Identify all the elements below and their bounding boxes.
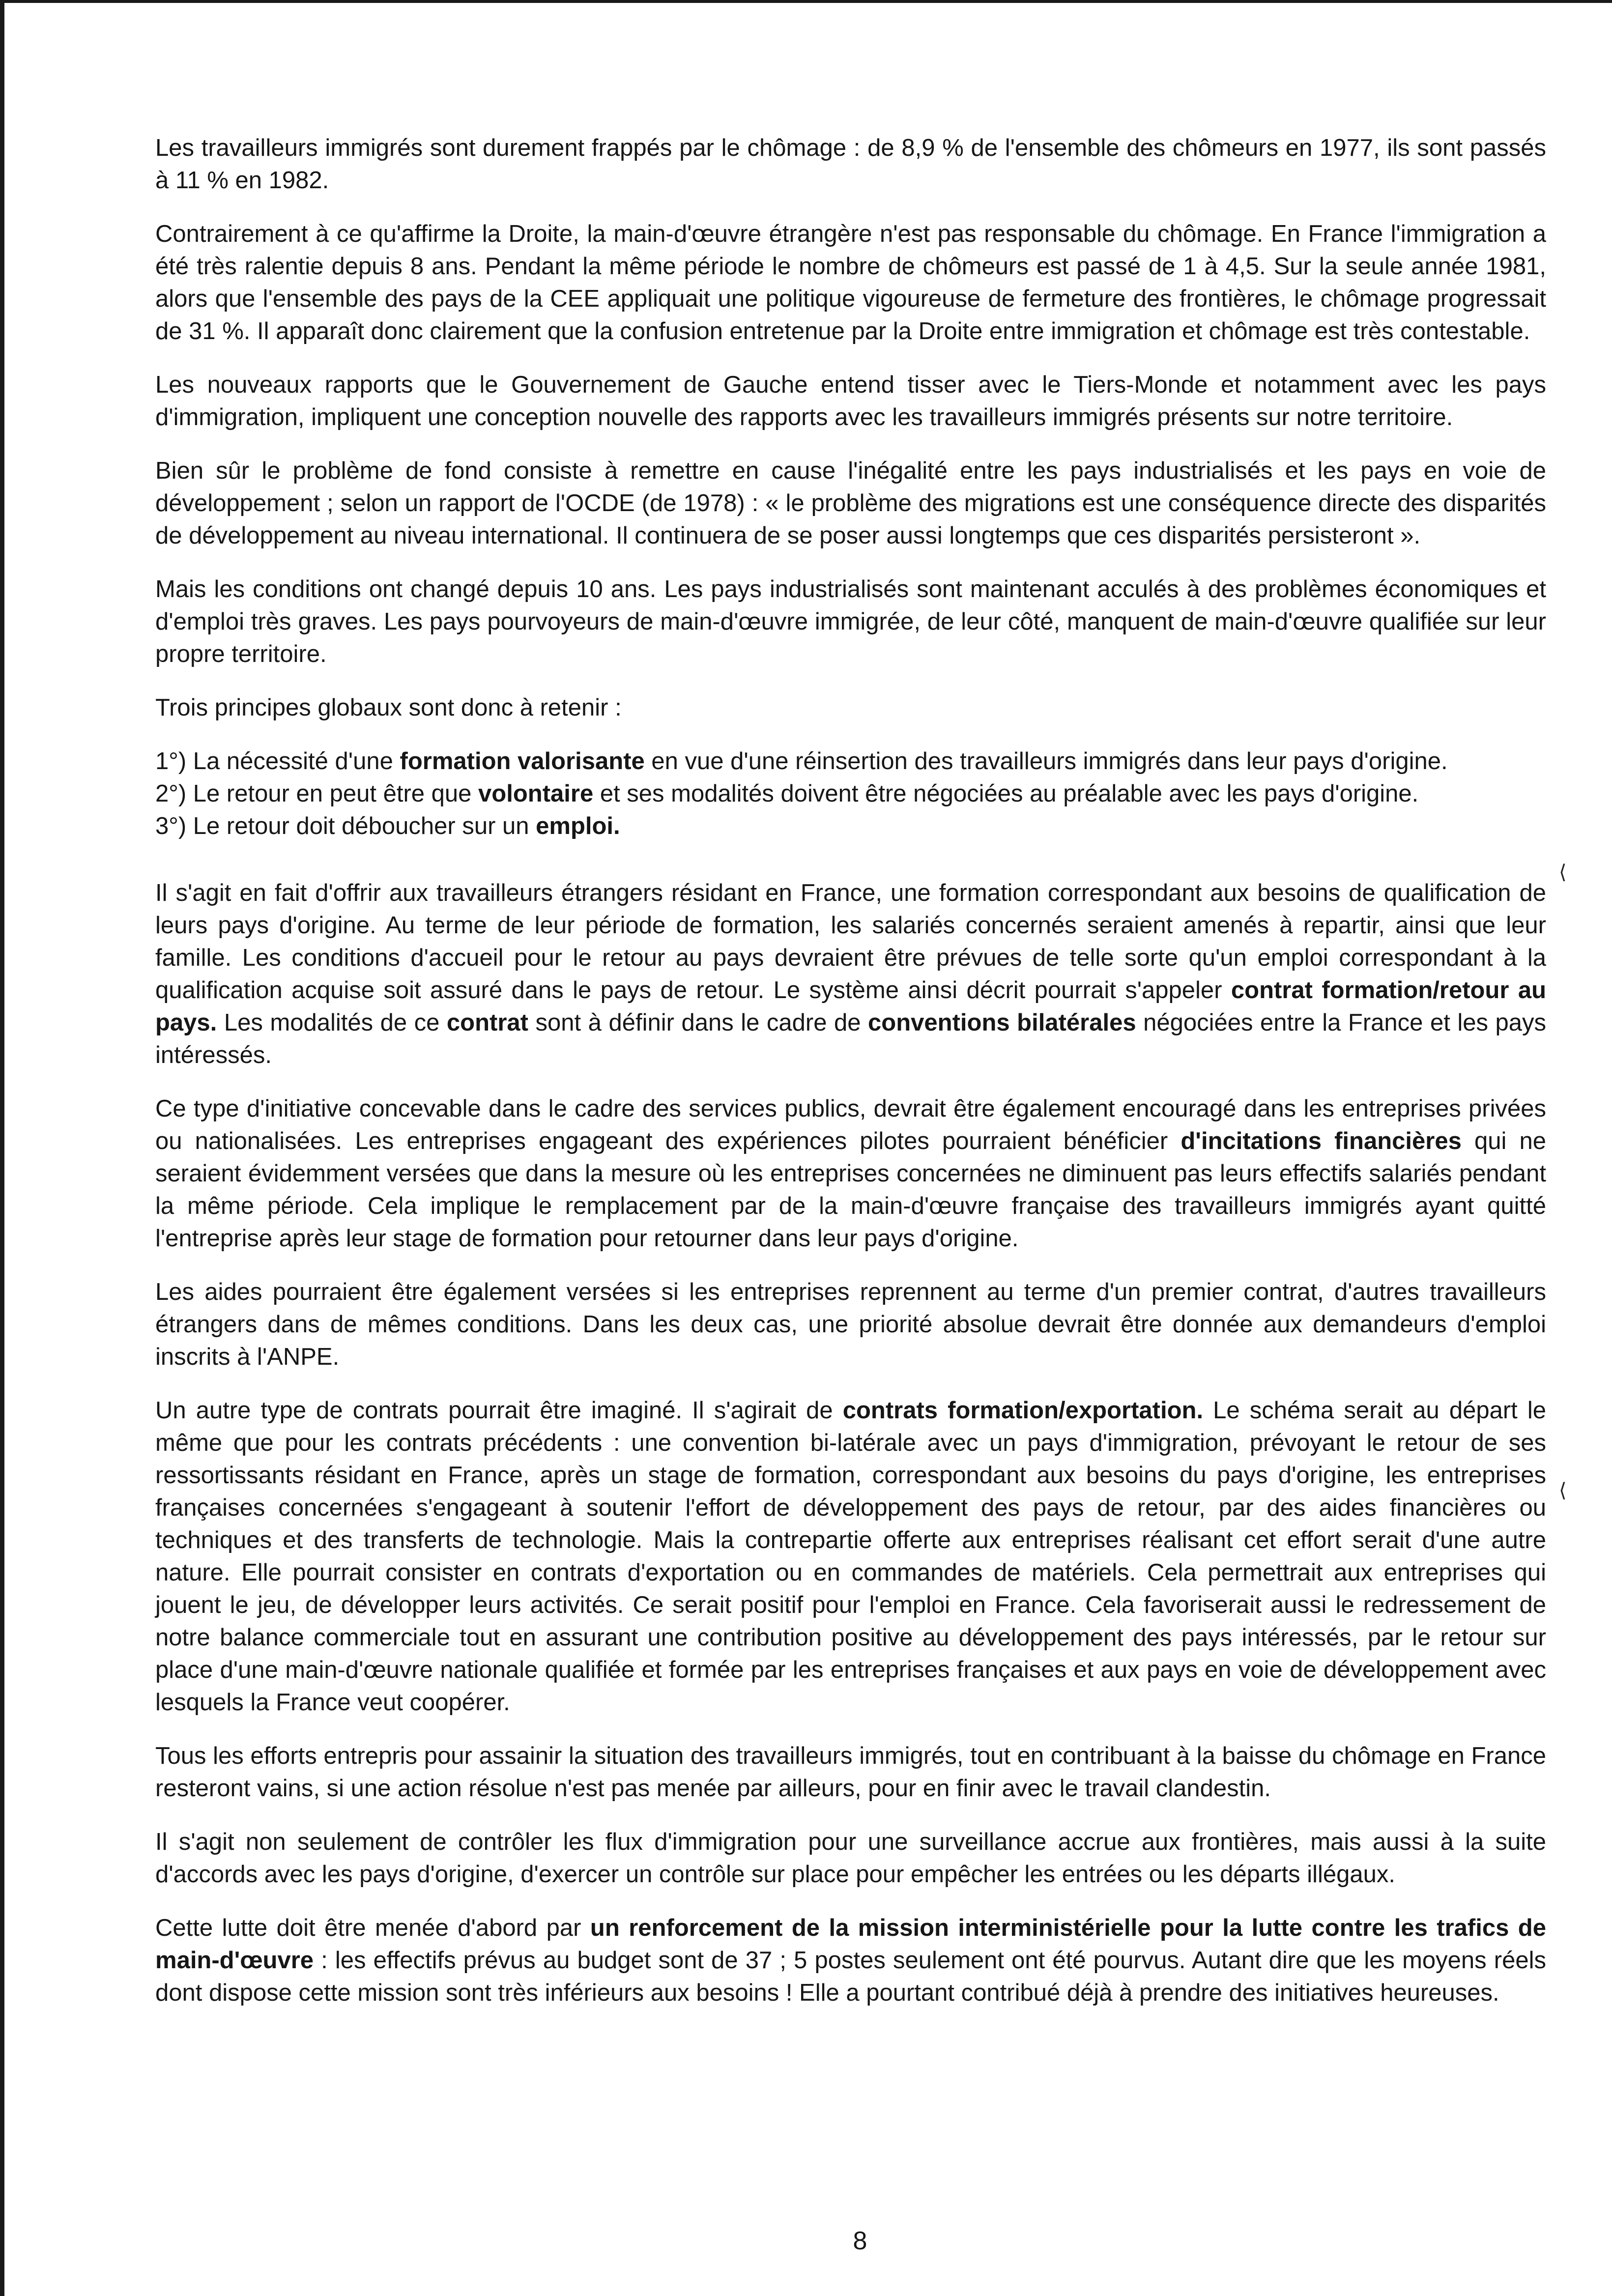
- bold-text: formation valorisante: [400, 748, 645, 775]
- text-run: Cette lutte doit être menée d'abord par: [155, 1915, 590, 1941]
- text-run: Mais les conditions ont changé depuis 10 ans. Les pays industrialisés sont maintenant acculés à des problèmes économiques et d'emploi très graves. Les pays pourvoyeurs de main-d'œuvre immigrée, de leur côté, manquent de main-d'œuvre qualifiée sur leur propre territoire.: [155, 576, 1546, 667]
- text-run: négociées entre la France et les pays intéressés.: [155, 1009, 1547, 1068]
- text-run: Tous les efforts entrepris pour assainir la situation des travailleurs immigrés, tout en contribuant à la baisse du chômage en France resteront vains, si une action résolue n'est pas menée par ailleurs, pour en finir avec le travail clandestin.: [155, 1743, 1546, 1802]
- text-run: 2°) Le retour en peut être que: [155, 780, 479, 807]
- bold-text: contrats formation/exportation.: [842, 1397, 1204, 1424]
- bold-text: un renforcement de la mission interministérielle pour la lutte contre les trafics de main-d'œuvre: [155, 1915, 1546, 1974]
- text-run: Trois principes globaux sont donc à retenir :: [155, 694, 622, 721]
- text-run: Les aides pourraient être également versées si les entreprises reprennent au terme d'un premier contrat, d'autres travailleurs étrangers dans de mêmes conditions. Dans les deux cas, une priorité absolue devrait être donnée aux demandeurs d'emploi inscrits à l'ANPE.: [155, 1279, 1546, 1370]
- page-number: 8: [853, 2227, 867, 2255]
- text-run: : les effectifs prévus au budget sont de 37 ; 5 postes seulement ont été pourvus. Autant dire que les moyens réels dont dispose cette mission sont très inférieurs aux besoins ! Elle a pourtant contribué déjà à prendre des initiatives heureuses.: [155, 1947, 1546, 2006]
- paragraph: [155, 1826, 1546, 1891]
- paragraph: [155, 1276, 1546, 1373]
- text-run: Les nouveaux rapports que le Gouvernement de Gauche entend tisser avec le Tiers-Monde et notamment avec les pays d'immigration, impliquent une conception nouvelle des rapports avec les travailleurs immigrés présents sur notre territoire.: [155, 372, 1546, 430]
- paragraph: [155, 1740, 1546, 1805]
- margin-arrow-mark: ⟨: [1559, 861, 1567, 884]
- text-run: 1°) La nécessité d'une: [155, 748, 400, 775]
- paragraph: [155, 132, 1546, 197]
- bold-text: contrat formation/retour au pays.: [155, 977, 1546, 1036]
- paragraph: [155, 369, 1546, 433]
- margin-arrow-mark: ⟨: [1559, 1479, 1567, 1502]
- bold-text: emploi.: [536, 813, 620, 839]
- text-run: en vue d'une réinsertion des travailleurs immigrés dans leur pays d'origine.: [644, 748, 1448, 775]
- text-run: 3°) Le retour doit déboucher sur un: [155, 813, 536, 839]
- text-run: Un autre type de contrats pourrait être imaginé. Il s'agirait de: [155, 1397, 843, 1424]
- bold-text: d'incitations financières: [1180, 1128, 1462, 1154]
- paragraph: [155, 573, 1546, 670]
- bold-text: contrat: [446, 1009, 528, 1036]
- text-run: et ses modalités doivent être négociées au préalable avec les pays d'origine.: [593, 780, 1419, 807]
- list-item: [155, 745, 1546, 777]
- text-run: Les travailleurs immigrés sont durement frappés par le chômage : de 8,9 % de l'ensemble des chômeurs en 1977, ils sont passés à 11 % en 1982.: [155, 135, 1546, 194]
- paragraph: [155, 1092, 1546, 1255]
- text-run: Bien sûr le problème de fond consiste à remettre en cause l'inégalité entre les pays industrialisés et les pays en voie de développement ; selon un rapport de l'OCDE (de 1978) : « le problème des migrations est une conséquence directe des disparités de développement au niveau international. Il continuera de se poser aussi longtemps que ces disparités persisteront ».: [155, 458, 1546, 549]
- text-run: Il s'agit non seulement de contrôler les flux d'immigration pour une surveillance accrue aux frontières, mais aussi à la suite d'accords avec les pays d'origine, d'exercer un contrôle sur place pour empêcher les entrées ou les départs illégaux.: [155, 1829, 1546, 1888]
- paragraph: [155, 455, 1546, 552]
- text-run: Contrairement à ce qu'affirme la Droite, la main-d'œuvre étrangère n'est pas responsable du chômage. En France l'immigration a été très ralentie depuis 8 ans. Pendant la même période le nombre de chômeurs est passé de 1 à 4,5. Sur la seule année 1981, alors que l'ensemble des pays de la CEE appliquait une politique vigoureuse de fermeture des frontières, le chômage progressait de 31 %. Il apparaît donc clairement que la confusion entretenue par la Droite entre immigration et chômage est très contestable.: [155, 221, 1546, 344]
- paragraph: [155, 218, 1546, 347]
- text-run: sont à définir dans le cadre de: [528, 1009, 868, 1036]
- text-run: Il s'agit en fait d'offrir aux travailleurs étrangers résidant en France, une formation correspondant aux besoins de qualification de leurs pays d'origine. Au terme de leur période de formation, les salariés concernés seraient amenés à repartir, ainsi que leur famille. Les conditions d'accueil pour le retour au pays devraient être prévues de telle sorte qu'un emploi correspondant à la qualification acquise soit assuré dans le pays de retour. Le système ainsi décrit pourrait s'appeler: [155, 880, 1546, 1004]
- list-item: [155, 810, 1546, 842]
- text-run: Ce type d'initiative concevable dans le cadre des services publics, devrait être également encouragé dans les entreprises privées ou nationalisées. Les entreprises engageant des expériences pilotes pourraient bénéficier: [155, 1095, 1546, 1154]
- document-body: [155, 132, 1546, 2030]
- list-item: [155, 777, 1546, 810]
- text-run: Les modalités de ce: [217, 1009, 447, 1036]
- paragraph: [155, 1912, 1546, 2009]
- bold-text: volontaire: [478, 780, 594, 807]
- bold-text: conventions bilatérales: [868, 1009, 1136, 1036]
- paragraph: [155, 1394, 1546, 1719]
- paragraph: [155, 691, 1546, 724]
- text-run: qui ne seraient évidemment versées que dans la mesure où les entreprises concernées ne diminuent pas leurs effectifs salariés pendant la même période. Cela implique le remplacement par de la main-d'œuvre française des travailleurs immigrés ayant quitté l'entreprise après leur stage de formation pour retourner dans leur pays d'origine.: [155, 1128, 1546, 1252]
- paragraph: [155, 877, 1546, 1071]
- text-run: Le schéma serait au départ le même que pour les contrats précédents : une convention bi-latérale avec un pays d'immigration, prévoyant le retour de ses ressortissants résidant en France, après un stage de formation, correspondant aux besoins du pays d'origine, les entreprises françaises concernées s'engageant à soutenir l'effort de développement des pays de retour, par des aides financières ou techniques et des transferts de technologie. Mais la contrepartie offerte aux entreprises réalisant cet effort serait d'une autre nature. Elle pourrait consister en contrats d'exportation ou en commandes de matériels. Cela permettrait aux entreprises qui jouent le jeu, de développer leurs activités. Ce serait positif pour l'emploi en France. Cela favoriserait aussi le redressement de notre balance commerciale tout en assurant une contribution positive au développement des pays intéressés, par le retour sur place d'une main-d'œuvre nationale qualifiée et formée par les entreprises françaises et aux pays en voie de développement avec lesquels la France veut coopérer.: [155, 1397, 1547, 1716]
